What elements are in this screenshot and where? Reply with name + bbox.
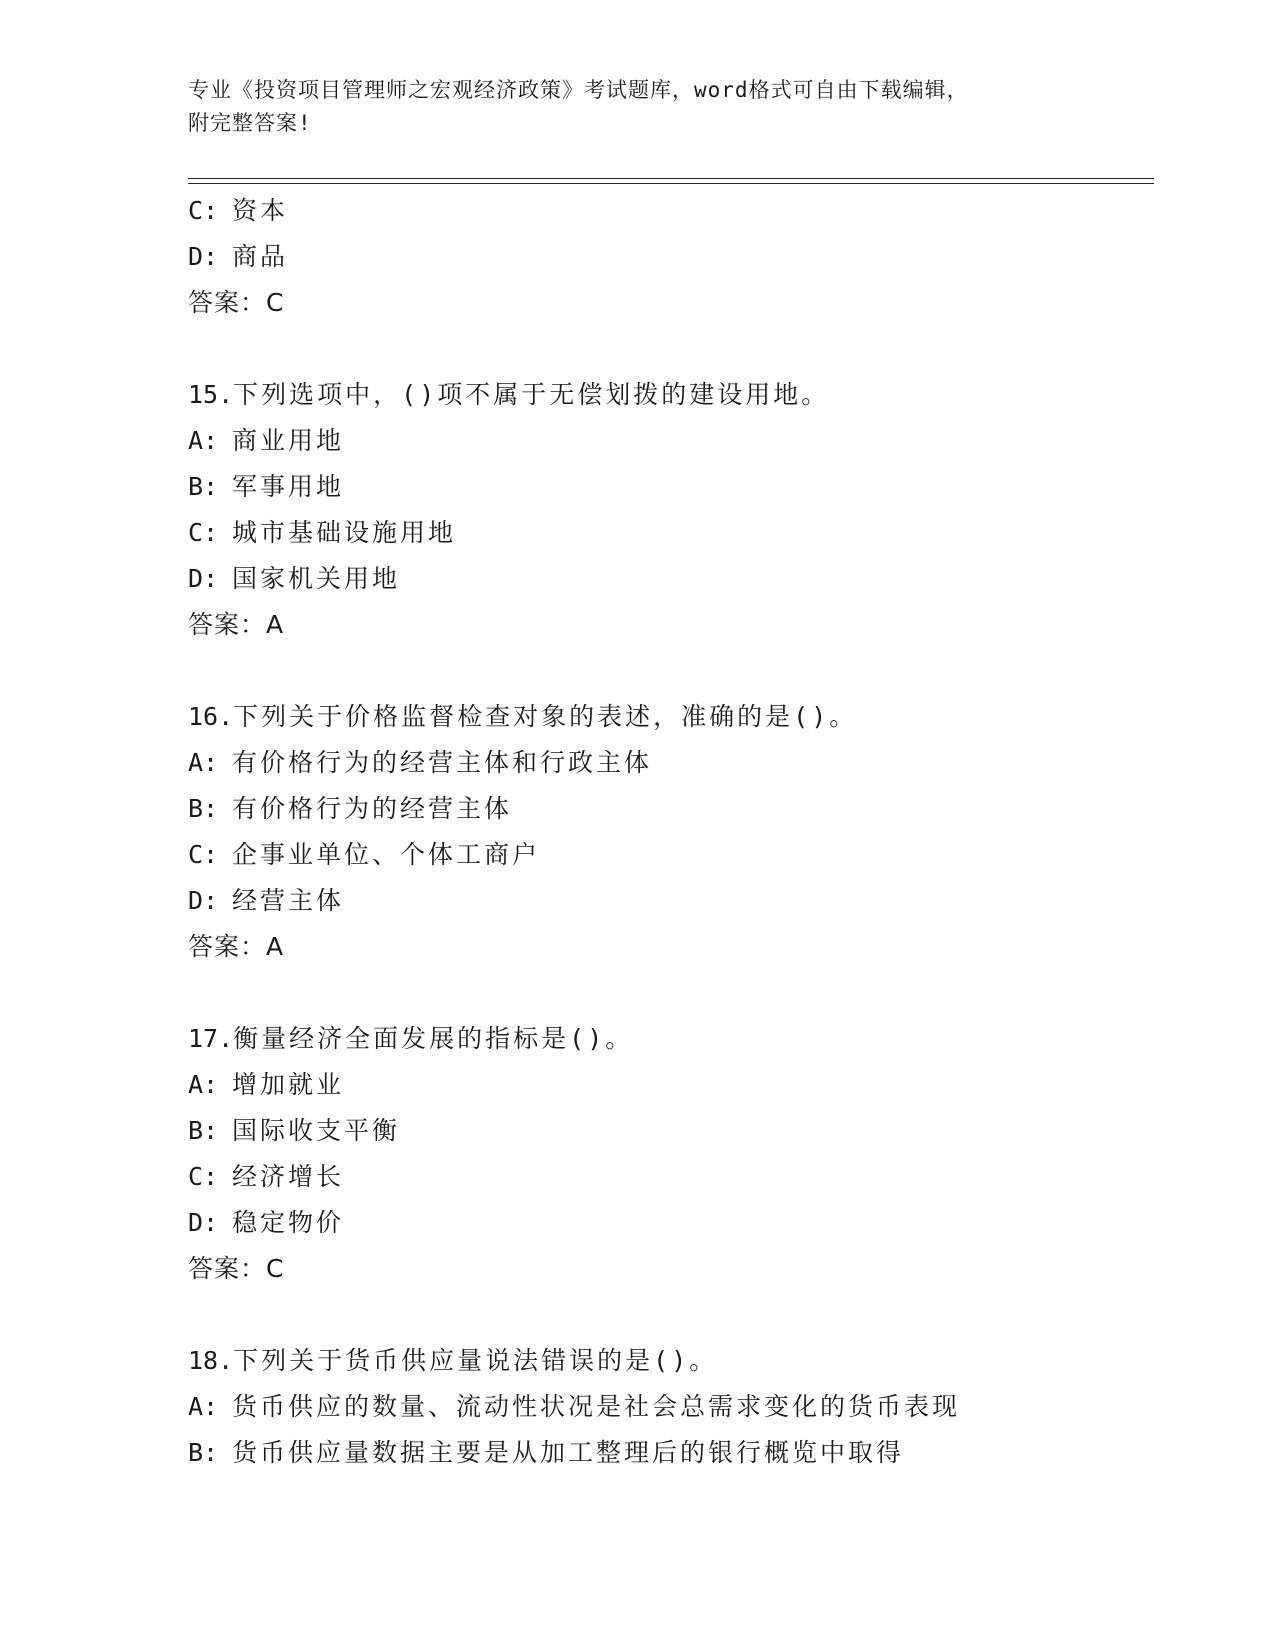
spacer [188, 648, 1154, 694]
option-text: 企事业单位、个体工商户 [232, 840, 541, 869]
option-letter: B: [188, 794, 219, 823]
answer-option [188, 510, 1154, 556]
question-list [188, 188, 1154, 1476]
question-number: 18. [188, 1346, 234, 1375]
answer-option [188, 1384, 1154, 1430]
question-number: 15. [188, 380, 234, 409]
question-number: 17. [188, 1024, 234, 1053]
option-letter: C: [188, 196, 219, 225]
question-text: 衡量经济全面发展的指标是()。 [233, 1024, 634, 1053]
question-stem [188, 1338, 1154, 1384]
header-divider-top [188, 178, 1154, 179]
question-stem [188, 1016, 1154, 1062]
answer-key [188, 280, 1154, 326]
option-letter: A: [188, 1070, 219, 1099]
option-letter: B: [188, 1116, 219, 1145]
answer-option [188, 418, 1154, 464]
answer-option [188, 1430, 1154, 1476]
option-text: 城市基础设施用地 [232, 518, 457, 547]
option-letter: A: [188, 1392, 219, 1421]
answer-key [188, 602, 1154, 648]
answer-option [188, 1108, 1154, 1154]
answer-option [188, 234, 1154, 280]
document-header [188, 74, 1088, 140]
answer-option [188, 188, 1154, 234]
option-text: 货币供应的数量、流动性状况是社会总需求变化的货币表现 [232, 1392, 961, 1421]
answer-key [188, 1246, 1154, 1292]
answer-option [188, 464, 1154, 510]
option-letter: D: [188, 564, 219, 593]
option-letter: D: [188, 242, 219, 271]
option-letter: B: [188, 472, 219, 501]
question-stem [188, 372, 1154, 418]
answer-option [188, 740, 1154, 786]
option-text: 货币供应量数据主要是从加工整理后的银行概览中取得 [232, 1438, 905, 1467]
answer-text: 答案：C [188, 1254, 285, 1283]
option-letter: C: [188, 1162, 219, 1191]
option-text: 国际收支平衡 [232, 1116, 401, 1145]
question-number: 16. [188, 702, 234, 731]
question-stem [188, 694, 1154, 740]
spacer [188, 1292, 1154, 1338]
answer-option [188, 878, 1154, 924]
header-line-2: 附完整答案! [188, 111, 312, 135]
answer-option [188, 1062, 1154, 1108]
option-text: 商品 [232, 242, 289, 271]
option-text: 资本 [232, 196, 289, 225]
question-text: 下列关于货币供应量说法错误的是()。 [233, 1346, 718, 1375]
answer-option [188, 832, 1154, 878]
option-text: 有价格行为的经营主体 [232, 794, 513, 823]
answer-text: 答案：A [188, 610, 285, 639]
option-letter: D: [188, 1208, 219, 1237]
header-divider-bottom [188, 183, 1154, 184]
option-letter: C: [188, 840, 219, 869]
option-text: 增加就业 [232, 1070, 345, 1099]
option-text: 军事用地 [232, 472, 345, 501]
answer-option [188, 1154, 1154, 1200]
option-letter: D: [188, 886, 219, 915]
option-letter: C: [188, 518, 219, 547]
spacer [188, 326, 1154, 372]
header-line-1: 专业《投资项目管理师之宏观经济政策》考试题库，word格式可自由下载编辑， [188, 78, 969, 102]
option-text: 有价格行为的经营主体和行政主体 [232, 748, 653, 777]
option-letter: A: [188, 748, 219, 777]
answer-text: 答案：A [188, 932, 285, 961]
option-text: 国家机关用地 [232, 564, 401, 593]
question-text: 下列选项中，()项不属于无偿划拨的建设用地。 [233, 380, 830, 409]
answer-option [188, 556, 1154, 602]
answer-text: 答案：C [188, 288, 285, 317]
spacer [188, 970, 1154, 1016]
option-text: 稳定物价 [232, 1208, 345, 1237]
answer-option [188, 1200, 1154, 1246]
option-letter: A: [188, 426, 219, 455]
option-text: 商业用地 [232, 426, 345, 455]
answer-key [188, 924, 1154, 970]
option-text: 经济增长 [232, 1162, 345, 1191]
question-text: 下列关于价格监督检查对象的表述，准确的是()。 [233, 702, 858, 731]
option-letter: B: [188, 1438, 219, 1467]
option-text: 经营主体 [232, 886, 345, 915]
answer-option [188, 786, 1154, 832]
